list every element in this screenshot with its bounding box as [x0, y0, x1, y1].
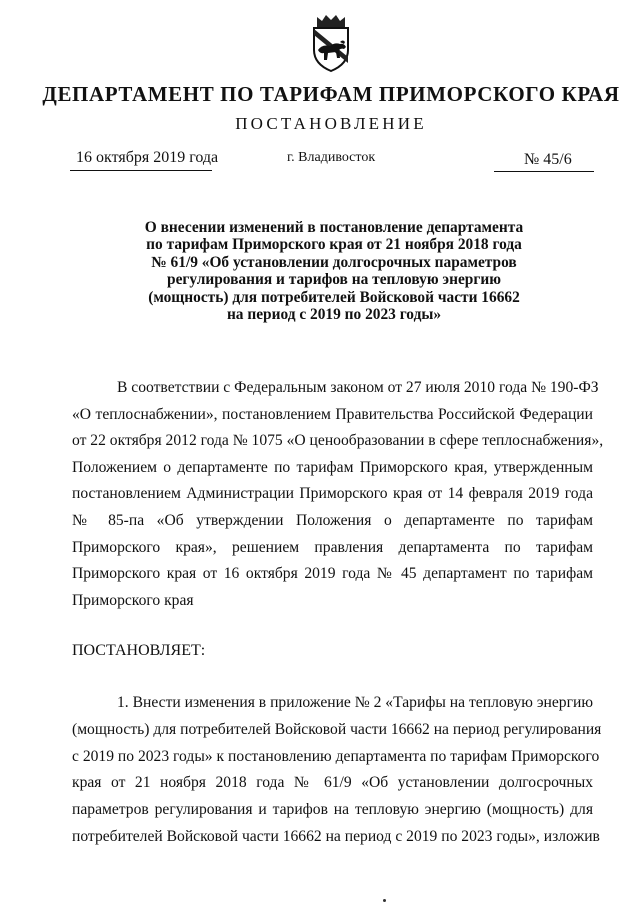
document-date: 16 октября 2019 года — [76, 149, 219, 166]
heading-line: (мощность) для потребителей Войсковой части 16662 — [148, 288, 520, 306]
paragraph-line: параметров регулирования и тарифов на тепловую энергию (мощность) для — [72, 801, 593, 819]
heading-line: на период с 2019 по 2023 годы» — [226, 306, 442, 324]
heading-line: № 61/9 «Об установлении долгосрочных параметров — [151, 253, 517, 271]
heading-line: по тарифам Приморского края от 21 ноября 2018 года — [146, 236, 522, 254]
document-heading — [120, 219, 548, 323]
heading-line: О внесении изменений в постановление департамента — [144, 219, 524, 236]
item-1-paragraph — [72, 690, 602, 851]
document-city: г. Владивосток — [287, 150, 376, 165]
paragraph-line: В соответствии с Федеральным законом от 27 июля 2010 года № 190-ФЗ — [117, 379, 599, 396]
paragraph-line: Приморского края от 16 октября 2019 года № 45 департамент по тарифам — [72, 565, 593, 583]
paragraph-line: (мощность) для потребителей Войсковой части 16662 на период регулирования — [72, 720, 602, 738]
document-number: № 45/6 — [524, 151, 572, 168]
paragraph-line: «О теплоснабжении», постановлением Правительства Российской Федерации — [72, 405, 593, 423]
scan-speck — [383, 899, 386, 902]
paragraph-line: от 22 октября 2012 года № 1075 «О ценообразовании в сфере теплоснабжения», — [72, 432, 604, 450]
paragraph-line: Положением о департаменте по тарифам Приморского края, утвержденным — [72, 458, 593, 476]
paragraph-line: 1. Внести изменения в приложение № 2 «Тарифы на тепловую энергию — [117, 694, 593, 711]
preamble-paragraph — [72, 375, 604, 614]
date-underline — [70, 170, 212, 171]
department-title: ДЕПАРТАМЕНТ ПО ТАРИФАМ ПРИМОРСКОГО КРАЯ — [42, 82, 620, 106]
paragraph-line: постановлением Администрации Приморского края от 14 февраля 2019 года — [72, 485, 593, 503]
paragraph-line: Приморского края», решением правления департамента по тарифам — [72, 538, 593, 556]
resolves-heading: ПОСТАНОВЛЯЕТ: — [72, 642, 206, 659]
paragraph-line: Приморского края — [72, 591, 194, 609]
heading-line: регулирования и тарифов на тепловую энергию — [167, 271, 501, 289]
paragraph-line: края от 21 ноября 2018 года № 61/9 «Об установлении долгосрочных — [72, 774, 593, 792]
document-type: ПОСТАНОВЛЕНИЕ — [235, 114, 427, 133]
number-underline — [494, 171, 594, 172]
primorsky-krai-coat-of-arms-icon — [300, 12, 362, 74]
paragraph-line: потребителей Войсковой части 16662 на период с 2019 по 2023 годы», изложив — [72, 827, 600, 845]
paragraph-line: с 2019 по 2023 годы» к постановлению департамента по тарифам Приморского — [72, 747, 600, 765]
paragraph-line: № 85-па «Об утверждении Положения о департаменте по тарифам — [72, 511, 593, 529]
